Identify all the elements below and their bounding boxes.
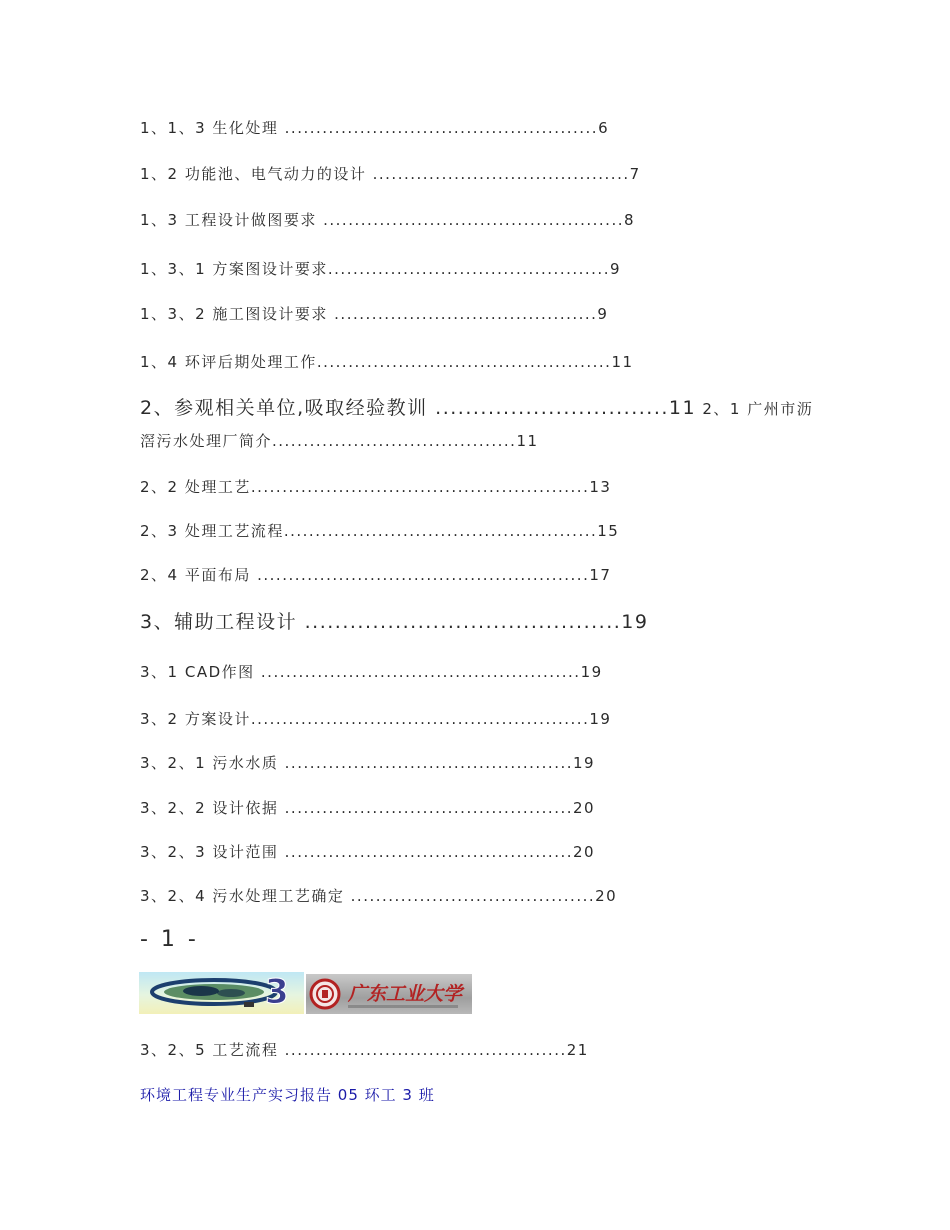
- university-name-calligraphy: 广东工业大学: [348, 983, 463, 1005]
- toc-line-8: 滘污水处理厂简介.......................................11: [140, 432, 539, 450]
- toc-subentry-2-1: 2、1 广州市沥: [696, 400, 814, 418]
- toc-line-11: 2、4 平面布局 .....................................................17: [140, 566, 612, 584]
- anniversary-logo: [139, 972, 304, 1014]
- logo-bar: [139, 972, 472, 1014]
- toc-line-3: 1、3 工程设计做图要求 ................................................8: [140, 211, 636, 229]
- toc-line-1: 1、1、3 生化处理 ..................................................6: [140, 119, 610, 137]
- toc-line-19: 3、2、5 工艺流程 .............................................21: [140, 1041, 589, 1059]
- university-logo: [306, 974, 472, 1014]
- toc-line-7: [140, 398, 813, 419]
- section-heading-3: 3、辅助工程设计 ..........................................19: [140, 611, 649, 633]
- toc-line-2: 1、2 功能池、电气动力的设计 .........................................7: [140, 165, 641, 183]
- toc-line-18: 3、2、4 污水处理工艺确定 .......................................20: [140, 887, 618, 905]
- toc-line-17: 3、2、3 设计范围 ..............................................20: [140, 843, 596, 861]
- toc-line-16: 3、2、2 设计依据 ..............................................20: [140, 799, 596, 817]
- page-number: - 1 -: [140, 927, 199, 952]
- toc-line-4: 1、3、1 方案图设计要求.............................................9: [140, 260, 622, 278]
- toc-line-14: 3、2 方案设计......................................................19: [140, 710, 612, 728]
- section-heading-2: 2、参观相关单位,吸取经验教训 ...............................11: [140, 397, 697, 419]
- toc-line-13: 3、1 CAD作图 ...................................................19: [140, 663, 603, 681]
- toc-line-9: 2、2 处理工艺......................................................13: [140, 478, 612, 496]
- report-footer: 环境工程专业生产实习报告 05 环工 3 班: [140, 1086, 435, 1104]
- toc-line-10: 2、3 处理工艺流程..................................................15: [140, 522, 620, 540]
- toc-line-5: 1、3、2 施工图设计要求 ..........................................9: [140, 305, 609, 323]
- svg-text:3: 3: [265, 972, 289, 1012]
- toc-line-15: 3、2、1 污水水质 ..............................................19: [140, 754, 596, 772]
- toc-line-6: 1、4 环评后期处理工作...............................................11: [140, 353, 634, 371]
